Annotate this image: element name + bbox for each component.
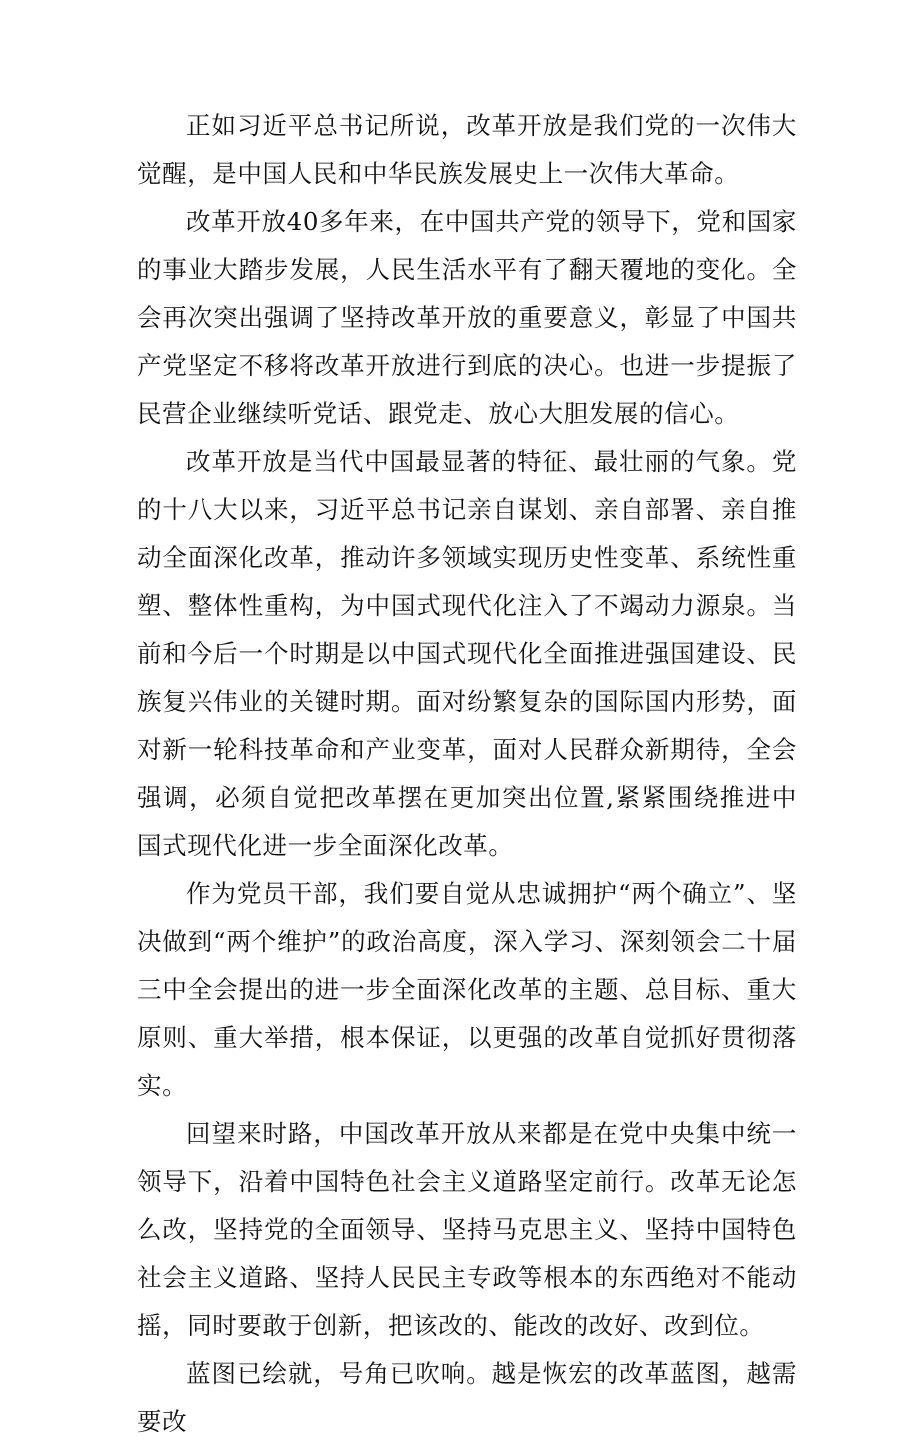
paragraph-3: 改革开放是当代中国最显著的特征、最壮丽的气象。党的十八大以来，习近平总书记亲自谋划、亲自部署、亲自推动全面深化改革，推动许多领域实现历史性变革、系统性重塑、整体性重构，为中国式现代化注入了不竭动力源泉。当前和今后一个时期是以中国式现代化全面推进强国建设、民族复兴伟业的关键时期。面对纷繁复杂的国际国内形势，面对新一轮科技革命和产业变革，面对人民群众新期待，全会强调，必须自觉把改革摆在更加突出位置,紧紧围绕推进中国式现代化进一步全面深化改革。: [137, 447, 797, 860]
paragraph-1: 正如习近平总书记所说，改革开放是我们党的一次伟大觉醒，是中国人民和中华民族发展史上一次伟大革命。: [137, 111, 797, 188]
document-body: [137, 102, 797, 1446]
paragraph-2: 改革开放40多年来，在中国共产党的领导下，党和国家的事业大踏步发展，人民生活水平有了翻天覆地的变化。全会再次突出强调了坚持改革开放的重要意义，彰显了中国共产党坚定不移将改革开放进行到底的决心。也进一步提振了民营企业继续听党话、跟党走、放心大胆发展的信心。: [137, 207, 797, 428]
paragraph-6: 蓝图已绘就，号角已吹响。越是恢宏的改革蓝图，越需要改: [137, 1359, 797, 1436]
paragraph-4: 作为党员干部，我们要自觉从忠诚拥护“两个确立”、坚决做到“两个维护”的政治高度，深入学习、深刻领会二十届三中全会提出的进一步全面深化改革的主题、总目标、重大原则、重大举措，根本保证，以更强的改革自觉抓好贯彻落实。: [137, 879, 797, 1100]
paragraph-5: 回望来时路，中国改革开放从来都是在党中央集中统一领导下，沿着中国特色社会主义道路坚定前行。改革无论怎么改，坚持党的全面领导、坚持马克思主义、坚持中国特色社会主义道路、坚持人民民主专政等根本的东西绝对不能动摇，同时要敢于创新，把该改的、能改的改好、改到位。: [137, 1119, 797, 1340]
